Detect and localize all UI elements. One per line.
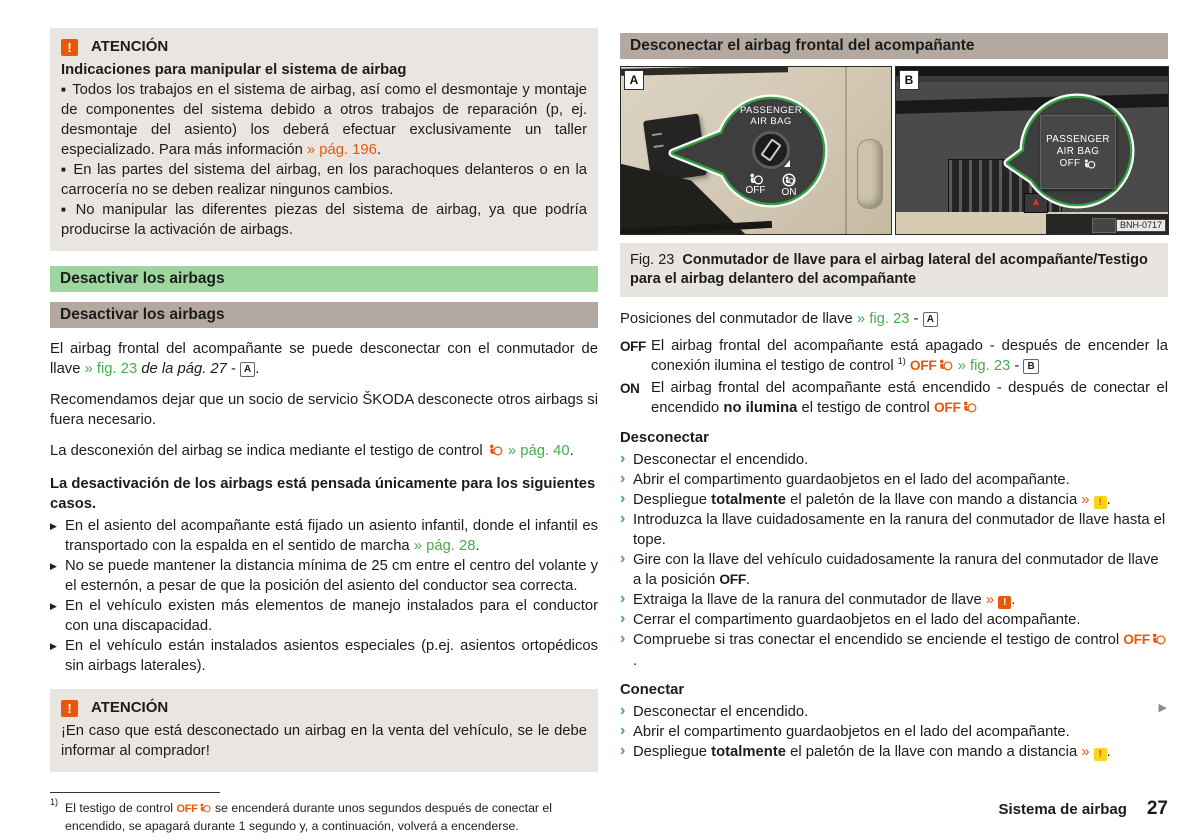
list-bullet-icon: › (620, 510, 626, 527)
list-item-text (65, 558, 598, 594)
text-run: Despliegue (633, 744, 712, 760)
attention-box (50, 689, 598, 772)
list-item-text (61, 202, 587, 238)
text-run: se encenderá durante unos segundos después de conectar el encendido, se apagará durante 1 segundo y, a continuación, volverá a encenderse. (65, 801, 553, 833)
attention-subheading: Indicaciones para manipular el sistema de airbag (61, 62, 407, 78)
text-run: . (376, 142, 381, 158)
cross-reference-link[interactable]: » pág. 196 (306, 142, 377, 158)
airbag-indicator-icon (938, 357, 953, 377)
list-item-text (633, 704, 808, 720)
airbag-indicator-icon (1151, 631, 1166, 651)
attention-icon: ! (61, 700, 78, 717)
switch-arrow-icon (784, 160, 790, 167)
airbag-indicator-icon (962, 399, 977, 419)
cross-reference-link[interactable]: » fig. 23 (84, 361, 138, 377)
display-line: PASSENGER (1046, 134, 1110, 145)
text-run: . (1106, 744, 1111, 760)
text-run: . (1106, 492, 1111, 508)
text-run: ¡En caso que está desconectado un airbag en la venta del vehículo, se le debe informar al comprador! (61, 723, 587, 759)
attention-box (50, 28, 598, 251)
figure-photo-b (895, 66, 1169, 235)
list-bullet-icon: › (620, 610, 626, 627)
attention-bullet-list (61, 80, 587, 240)
text-run: Abrir el compartimento guardaobjetos en el lado del acompañante. (633, 724, 1070, 740)
passenger-airbag-off-display (1040, 115, 1116, 189)
text-run: Recomendamos dejar que un socio de servicio ŠKODA desconecte otros airbags si fuera necesario. (50, 392, 598, 428)
cross-reference-link[interactable]: » (985, 592, 995, 608)
text-run: Compruebe si tras conectar el encendido se enciende el testigo de control (633, 632, 1124, 648)
text-run: . (255, 361, 260, 377)
text-run: Todos los trabajos en el sistema de airbag, así como el desmontaje y montaje de componentes del sistema debido a otros trabajos de reparación (p, ej. desmontaje del asiento) los deberá efectuar exclusivamente un taller especializado. Para más información (61, 82, 587, 158)
text-run: el paletón de la llave con mando a distancia (785, 492, 1082, 508)
footer-section-title: Sistema de airbag (998, 801, 1127, 818)
list-bullet-icon: › (620, 450, 626, 467)
disconnect-heading: Desconectar (620, 430, 709, 446)
definition-off (620, 336, 1168, 377)
list-item (620, 490, 1168, 510)
page-continues-icon: ▶ (1158, 702, 1167, 714)
list-item (50, 516, 598, 556)
list-item (620, 702, 1168, 722)
footnote-text (65, 800, 598, 835)
definition-term: ON (620, 381, 640, 396)
figure-ref-box: B (1023, 359, 1038, 374)
text-run: el paletón de la llave con mando a distancia (785, 744, 1082, 760)
bold-text: totalmente (711, 744, 786, 760)
cross-reference-link[interactable]: » fig. 23 (856, 311, 910, 327)
list-item-text (65, 518, 598, 554)
off-indicator-label: OFF (909, 358, 937, 373)
list-item-text (633, 472, 1070, 488)
text-run: Extraiga la llave de la ranura del conmutador de llave (633, 592, 986, 608)
figure-ref-box: A (240, 362, 255, 377)
airbag-indicator-icon (488, 442, 503, 462)
airbag-on-icon (782, 173, 796, 187)
figure-code: BNH-0717 (1116, 219, 1166, 232)
passenger-airbag-off-display-callout (1040, 115, 1116, 189)
list-bullet-icon: › (620, 722, 626, 739)
list-item-text (633, 612, 1080, 628)
off-indicator-label: OFF (1123, 632, 1150, 647)
attention-warning-icon: ! (998, 596, 1011, 609)
caution-warning-icon: ! (1094, 748, 1107, 761)
list-item-text (633, 744, 1111, 760)
page-footer (998, 799, 1168, 820)
text-run: El airbag frontal del acompañante está apagado - después de encender la conexión ilumina el testigo de control (651, 338, 1168, 374)
display-off-label: OFF (1059, 158, 1081, 169)
list-item (50, 596, 598, 636)
text-run: Gire con la llave del vehículo cuidadosamente la ranura del conmutador de llave a la posición (633, 552, 1159, 588)
text-run: - (226, 361, 241, 377)
passenger-airbag-label: PASSENGER (739, 105, 803, 116)
cross-reference-link[interactable]: » (1081, 744, 1090, 760)
figure-caption-text: Conmutador de llave para el airbag lateral del acompañante/Testigo para el airbag delantero del acompañante (630, 252, 1148, 287)
figure-label-b: B (899, 70, 919, 90)
list-item-text (633, 452, 808, 468)
footnote (50, 792, 598, 835)
attention-title: ATENCIÓN (91, 38, 169, 55)
list-item (620, 610, 1168, 630)
list-item-text (633, 492, 1111, 508)
list-item-text (633, 724, 1070, 740)
text-run: Desconectar el encendido. (633, 452, 809, 468)
airbag-indicator-icon (1083, 159, 1096, 169)
definition-text (651, 378, 1168, 419)
off-position-label: OFF (719, 572, 746, 587)
airbag-off-icon (748, 173, 764, 185)
bold-text: totalmente (711, 492, 786, 508)
attention-header (61, 698, 587, 718)
list-item-text (61, 723, 587, 759)
figure-label-a: A (624, 70, 644, 90)
text-run: No manipular las diferentes piezas del sistema de airbag, ya que podría producirse la activación de airbags. (61, 202, 587, 238)
list-bullet-icon: ■ (61, 165, 68, 174)
figure-ref-box: A (923, 312, 938, 327)
paragraph (50, 441, 598, 462)
text-run: Posiciones del conmutador de llave (620, 311, 857, 327)
list-bullet-icon: ▶ (50, 561, 57, 571)
list-bullet-icon: ■ (61, 205, 70, 214)
text-run: En el vehículo están instalados asientos especiales (p.ej. asientos ortopédicos sin airbags laterales). (65, 638, 598, 674)
hazard-button: ▲ (1024, 193, 1048, 213)
cross-reference-link[interactable]: » pág. 28 (413, 538, 476, 554)
list-item-text (633, 512, 1165, 548)
list-item-text (633, 592, 1015, 608)
text-run: El testigo de control (65, 801, 177, 815)
text-run: Cerrar el compartimento guardaobjetos en el lado del acompañante. (633, 612, 1081, 628)
list-bullet-icon: ▶ (50, 641, 57, 651)
switch-on-label: ON (781, 187, 797, 198)
list-bullet-icon: › (620, 702, 626, 719)
paragraph (50, 339, 598, 379)
text-run: - (1010, 358, 1024, 374)
list-item-text (61, 82, 587, 158)
text-run: . (745, 572, 751, 588)
cross-reference-link[interactable]: » fig. 23 (957, 358, 1011, 374)
section-header-green: Desactivar los airbags (50, 266, 598, 292)
text-run: . (475, 538, 480, 554)
switch-off-label: OFF (745, 185, 766, 196)
left-column (50, 28, 598, 835)
footnote-marker: 1) (50, 797, 59, 807)
paragraph (50, 390, 598, 430)
passenger-airbag-label: AIR BAG (750, 116, 792, 127)
list-item-text (633, 632, 1167, 669)
list-item (61, 80, 587, 160)
text-run: La desconexión del airbag se indica mediante el testigo de control (50, 443, 487, 459)
list-item-text (633, 552, 1159, 588)
disconnect-steps (620, 450, 1168, 671)
footnote-rule (50, 792, 220, 793)
list-item (620, 722, 1168, 742)
connect-heading: Conectar (620, 682, 685, 698)
magnifier-callout (896, 67, 1168, 234)
list-bullet-icon: › (620, 630, 626, 647)
off-indicator-label: OFF (933, 400, 961, 415)
list-item (50, 636, 598, 676)
section-header: Desconectar el airbag frontal del acompañante (620, 33, 1168, 59)
connect-steps (620, 702, 1168, 762)
list-item (620, 630, 1168, 671)
display-line: AIR BAG (1056, 146, 1100, 157)
list-item (620, 450, 1168, 470)
list-item (620, 742, 1168, 762)
list-item-text (61, 162, 587, 198)
list-item (620, 590, 1168, 610)
off-indicator-label: OFF (176, 803, 198, 815)
section-subheader: Desactivar los airbags (50, 302, 598, 328)
list-item (50, 556, 598, 596)
text-run: En las partes del sistema del airbag, en los parachoques delanteros o en la carrocería no se deben realizar ningunos cambios. (61, 162, 587, 198)
definition-on (620, 378, 1168, 419)
key-switch-icon (752, 131, 790, 169)
text-run: Introduzca la llave cuidadosamente en la ranura del conmutador de llave hasta el tope. (633, 512, 1166, 548)
list-bullet-icon: ■ (61, 85, 67, 94)
list-item-text (65, 598, 598, 634)
cases-list (50, 516, 598, 676)
text-run: El airbag frontal del acompañante está encendido - después de conectar el encendido (651, 380, 1168, 416)
text-run: En el vehículo existen más elementos de manejo instalados para el conductor con una discapacidad. (65, 598, 598, 634)
list-bullet-icon: ▶ (50, 521, 57, 531)
text-run: Abrir el compartimento guardaobjetos en el lado del acompañante. (633, 472, 1070, 488)
list-item (61, 160, 587, 200)
text-run: . (633, 653, 638, 669)
list-item (61, 721, 587, 761)
bold-text: no ilumina (723, 400, 798, 416)
cross-reference-link[interactable]: » pág. 40 (507, 443, 570, 459)
definition-term: OFF (620, 339, 646, 354)
right-column (620, 33, 1168, 762)
attention-header (61, 37, 587, 57)
text-run: . (1011, 592, 1016, 608)
key-slot-icon (760, 138, 781, 161)
list-bullet-icon: › (620, 470, 626, 487)
italic-text: de la pág. 27 (137, 361, 227, 377)
text-run: El airbag frontal del acompañante se puede desconectar con el conmutador de llave (50, 341, 598, 377)
figure-caption (620, 243, 1168, 297)
caution-warning-icon: ! (1094, 496, 1107, 509)
list-bullet-icon: › (620, 550, 626, 567)
figure-23 (620, 66, 1168, 235)
list-item (620, 550, 1168, 590)
list-bullet-icon: › (620, 590, 626, 607)
list-bullet-icon: › (620, 490, 626, 507)
footnote-reference: 1) (897, 356, 906, 367)
cross-reference-link[interactable]: » (1081, 492, 1090, 508)
figure-number: Fig. 23 (630, 252, 675, 268)
text-run: En el asiento del acompañante está fijado un asiento infantil, donde el infantil es transportado con la espalda en el sentido de marcha (65, 518, 598, 554)
figure-photo-a (620, 66, 892, 235)
list-item (620, 510, 1168, 550)
page-number: 27 (1146, 798, 1168, 819)
attention-title: ATENCIÓN (91, 699, 169, 716)
list-bullet-icon: ▶ (50, 601, 57, 611)
airbag-indicator-icon (199, 801, 211, 818)
list-item (61, 200, 587, 240)
list-item (620, 470, 1168, 490)
list-item-text (65, 638, 598, 674)
attention-bullet-list (61, 721, 587, 761)
text-run: No se puede mantener la distancia mínima de 25 cm entre el centro del volante y el esternón, a pesar de que la posición del asiento del conductor sea correcta. (65, 558, 598, 594)
passenger-airbag-switch-callout (725, 105, 817, 198)
list-bullet-icon: › (620, 742, 626, 759)
text-run: - (909, 311, 923, 327)
attention-icon: ! (61, 39, 78, 56)
text-run: . (569, 443, 574, 459)
cases-intro: La desactivación de los airbags está pensada únicamente para los siguientes casos. (50, 476, 596, 512)
positions-line (620, 309, 1168, 329)
text-run: el testigo de control (797, 400, 934, 416)
definition-text (651, 336, 1168, 377)
text-run: Desconectar el encendido. (633, 704, 809, 720)
text-run: Despliegue (633, 492, 712, 508)
